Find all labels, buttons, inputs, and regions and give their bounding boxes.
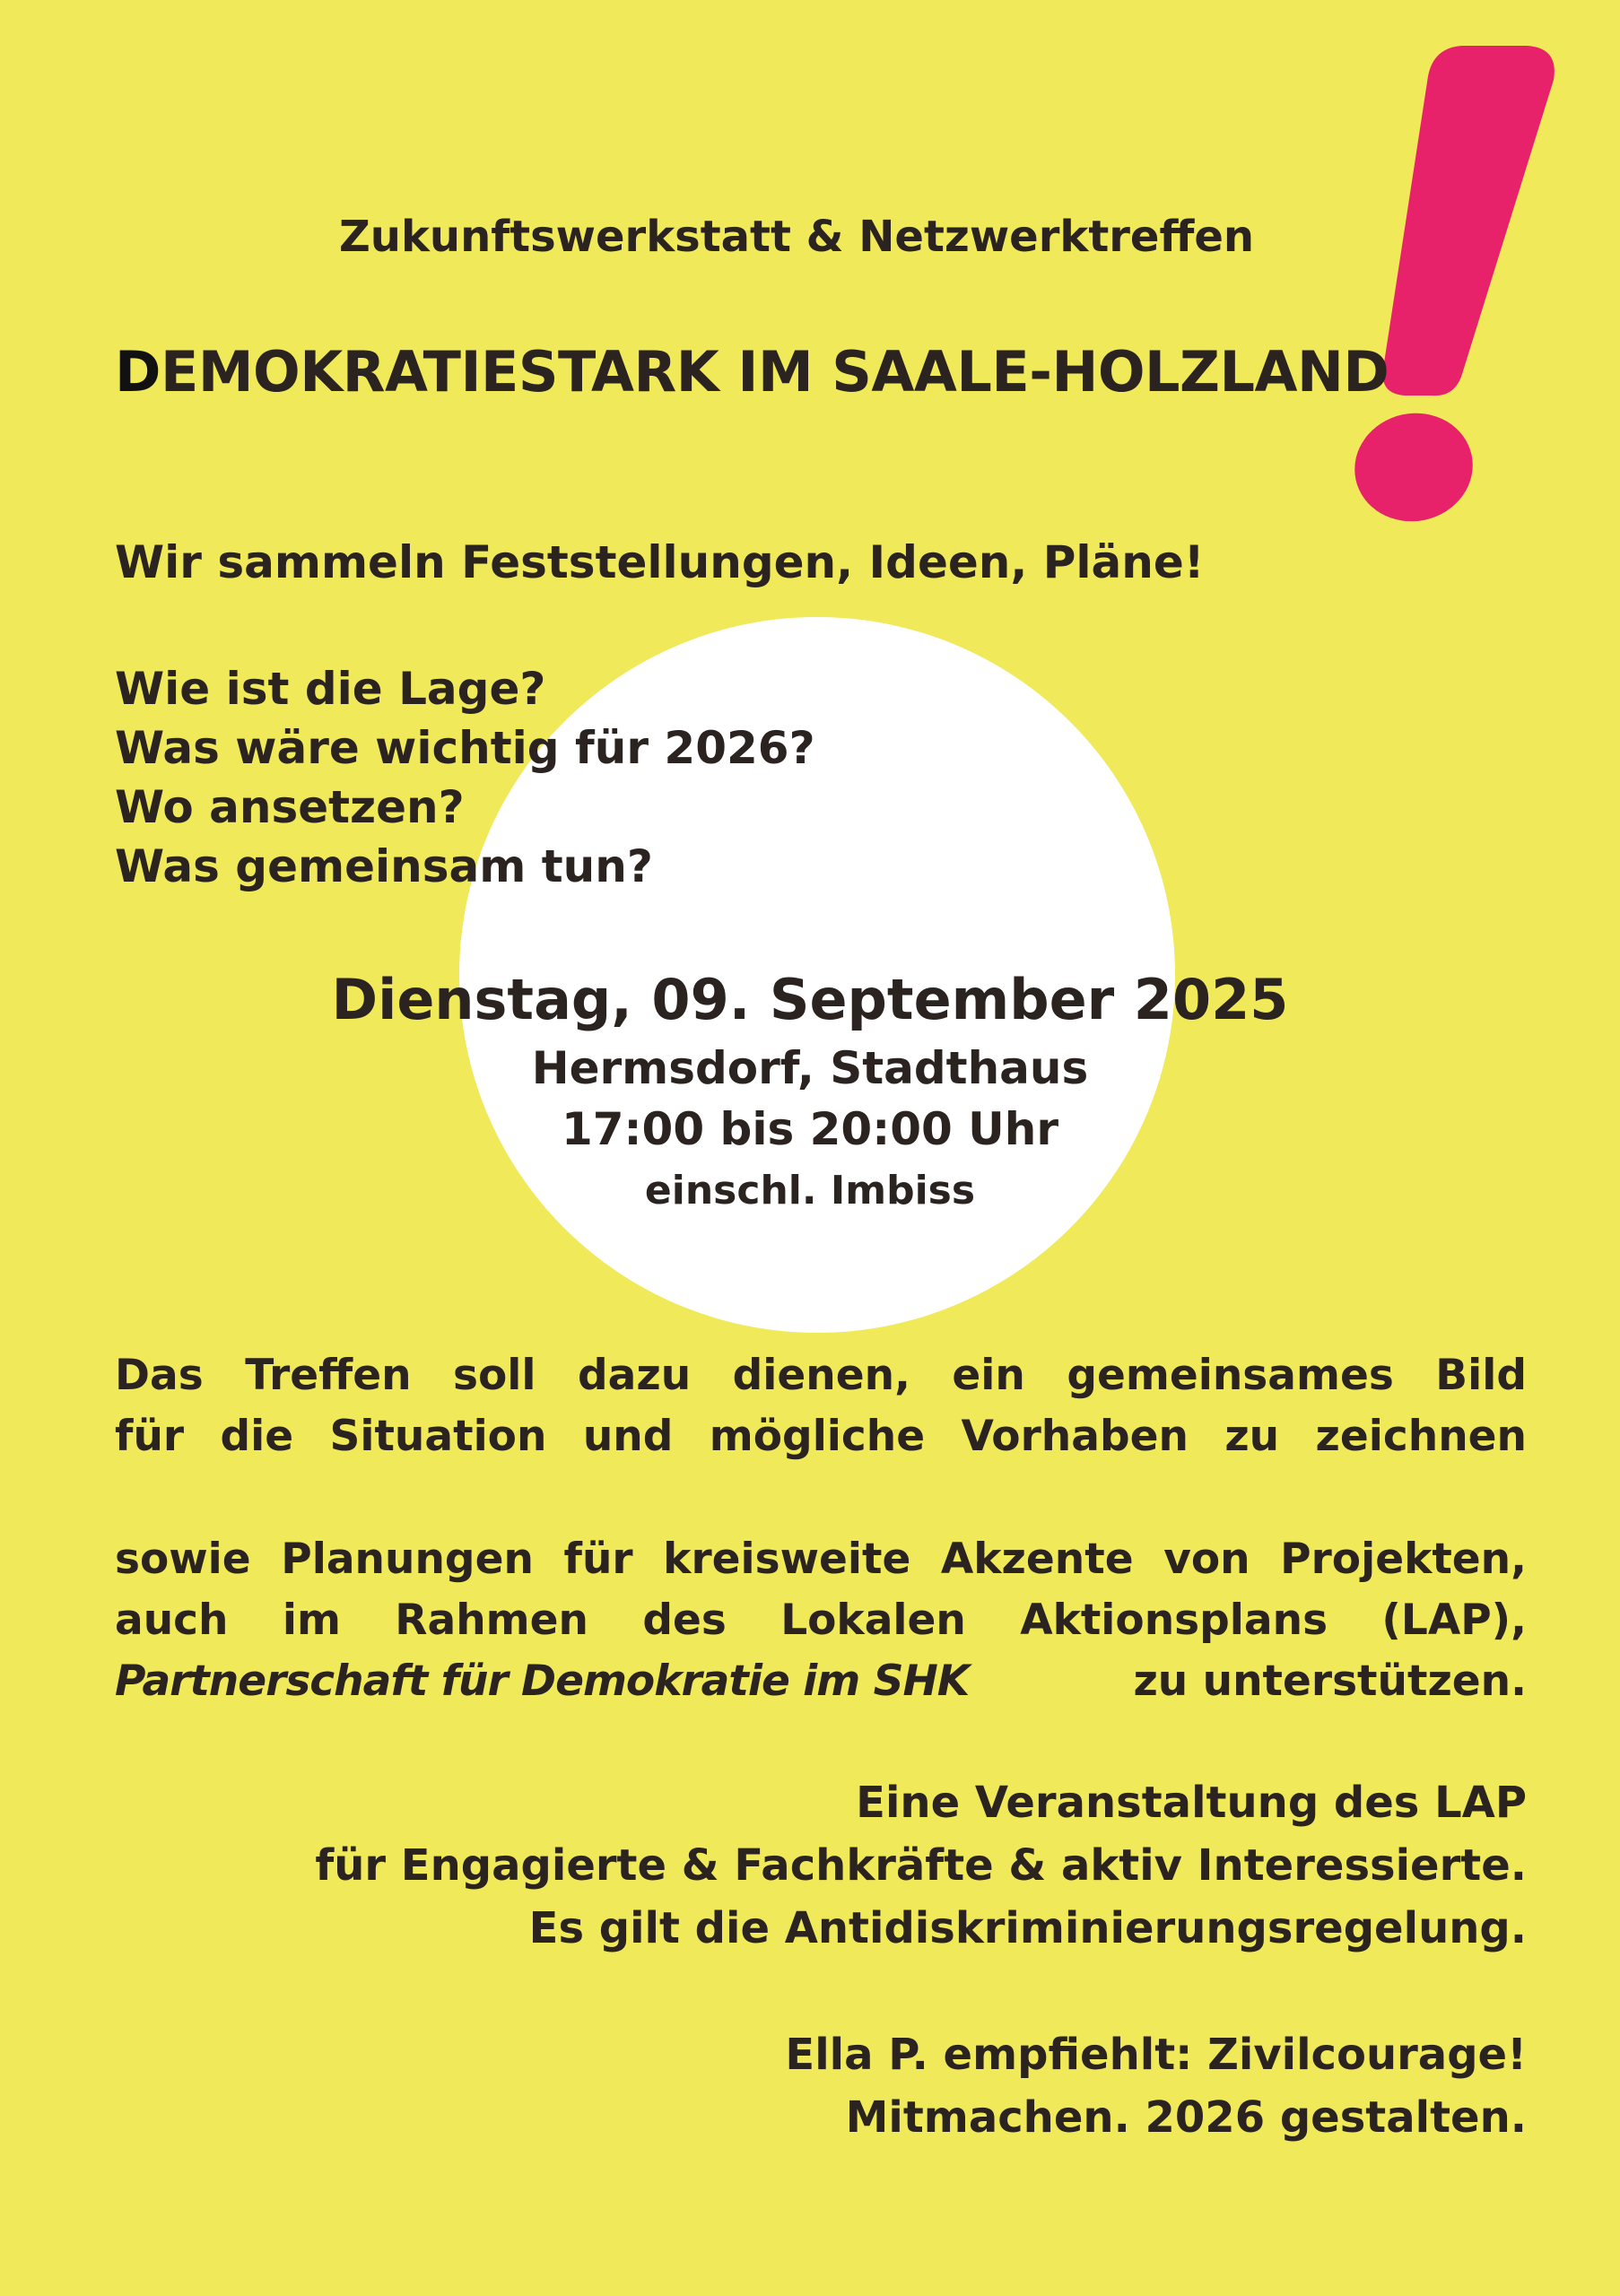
question-item: Wo ansetzen? bbox=[115, 781, 465, 833]
closing-line: Ella P. empfiehlt: Zivilcourage! bbox=[785, 2030, 1527, 2080]
closing-line: Mitmachen. 2026 gestalten. bbox=[845, 2092, 1527, 2143]
paragraph-line bbox=[115, 1651, 1527, 1712]
event-time: 17:00 bis 20:00 Uhr bbox=[561, 1103, 1059, 1155]
intro-line: Wir sammeln Feststellungen, Ideen, Pläne! bbox=[115, 536, 1205, 588]
organizer-line: für Engagierte & Fachkräfte & aktiv Interessierte. bbox=[315, 1840, 1527, 1891]
paragraph-line: für die Situation und mögliche Vorhaben zu zeichnen bbox=[115, 1412, 1527, 1461]
question-item: Wie ist die Lage? bbox=[115, 663, 546, 715]
page-title bbox=[115, 339, 1389, 404]
organizer-block bbox=[315, 1771, 1527, 1960]
paragraph-line-end: zu unterstützen. bbox=[1133, 1657, 1527, 1706]
description-paragraph-2 bbox=[115, 1529, 1527, 1712]
questions-list bbox=[115, 659, 815, 896]
organizer-line: Eine Veranstaltung des LAP bbox=[856, 1778, 1527, 1828]
event-date: Dienstag, 09. September 2025 bbox=[331, 967, 1289, 1032]
title-rest: EMOKRATIESTARK IM SAALE-HOLZLAND bbox=[160, 339, 1389, 404]
paragraph-line: auch im Rahmen des Lokalen Aktionsplans (LAP), bbox=[115, 1596, 1527, 1645]
question-item: Was gemeinsam tun? bbox=[115, 840, 653, 892]
event-note: einschl. Imbiss bbox=[644, 1168, 976, 1213]
title-first-letter: D bbox=[115, 339, 161, 404]
description-paragraph-1 bbox=[115, 1345, 1527, 1467]
question-item: Was wäre wichtig für 2026? bbox=[115, 722, 815, 774]
closing-block bbox=[785, 2023, 1527, 2149]
paragraph-line: sowie Planungen für kreisweite Akzente von Projekten, bbox=[115, 1535, 1527, 1584]
partnership-name: Partnerschaft für Demokratie im SHK bbox=[115, 1657, 970, 1706]
subtitle: Zukunftswerkstatt & Netzwerktreffen bbox=[339, 212, 1255, 262]
organizer-line: Es gilt die Antidiskriminierungsregelung. bbox=[528, 1903, 1527, 1953]
exclamation-mark-icon bbox=[1328, 40, 1570, 525]
event-place: Hermsdorf, Stadthaus bbox=[531, 1042, 1089, 1094]
paragraph-line: Das Treffen soll dazu dienen, ein gemeinsames Bild bbox=[115, 1351, 1527, 1400]
